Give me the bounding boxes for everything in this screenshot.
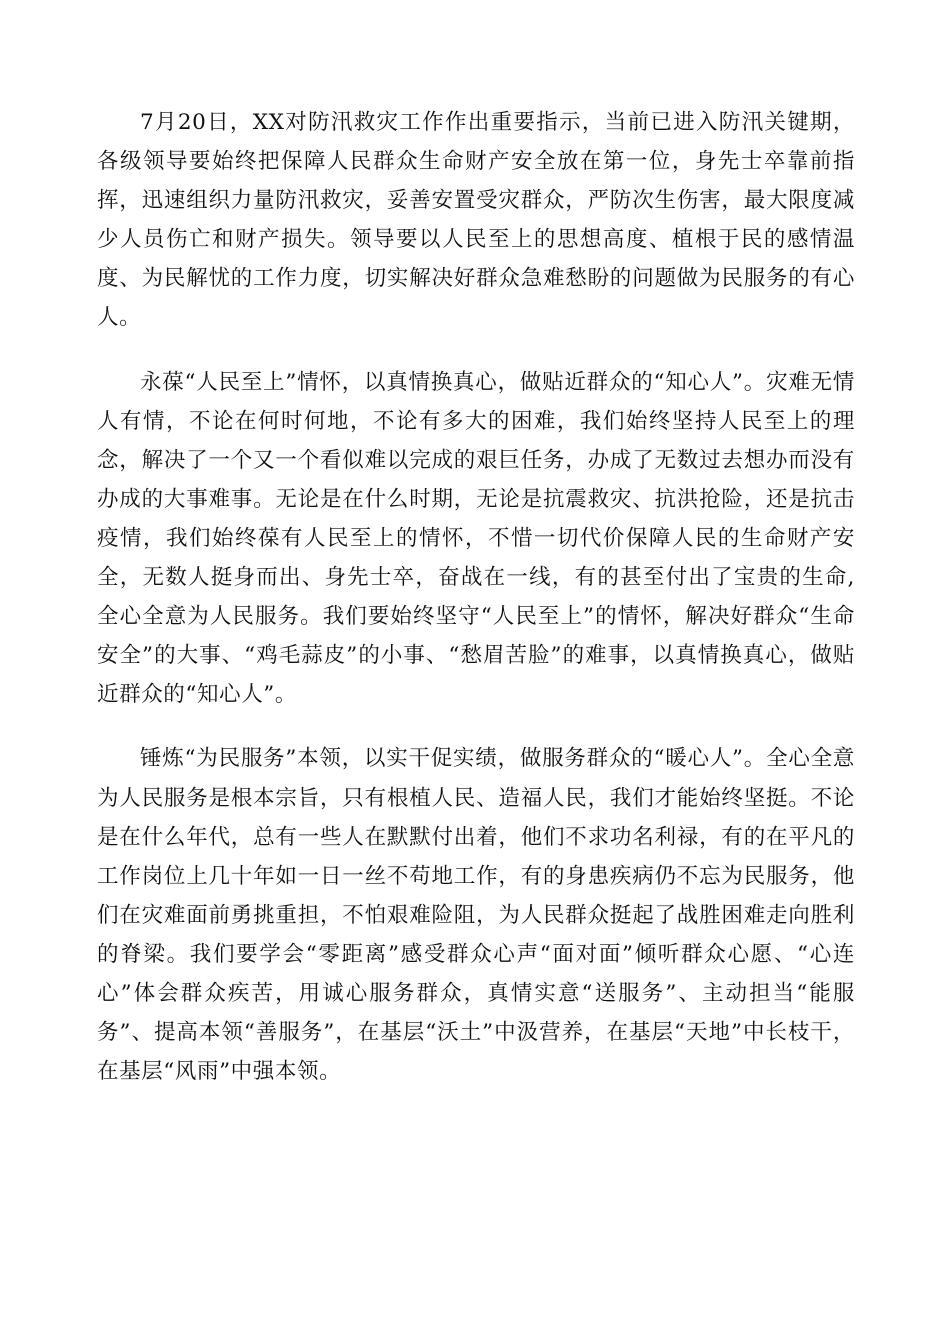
paragraph-2: 永葆“人民至上”情怀，以真情换真心，做贴近群众的“知心人”。灾难无情人有情，不论在何时何地，不论有多大的困难，我们始终坚持人民至上的理念，解决了一个又一个看似难以完成的艰巨任务，办成了无数过去想办而没有办成的大事难事。无论是在什么时期，无论是抗震救灾、抗洪抢险，还是抗击疫情，我们始终葆有人民至上的情怀，不惜一切代价保障人民的生命财产安全，无数人挺身而出、身先士卒，奋战在一线，有的甚至付出了宝贵的生命,全心全意为人民服务。我们要始终坚守“人民至上”的情怀，解决好群众“生命安全”的大事、“鸡毛蒜皮”的小事、“愁眉苦脸”的难事，以真情换真心，做贴近群众的“知心人”。	[97, 369, 855, 708]
document-body	[97, 103, 855, 1116]
paragraph-1: 7月20日，XX对防汛救灾工作作出重要指示，当前已进入防汛关键期，各级领导要始终把保障人民群众生命财产安全放在第一位，身先士卒靠前指挥，迅速组织力量防汛救灾，妥善安置受灾群众，严防次生伤害，最大限度减少人员伤亡和财产损失。领导要以人民至上的思想高度、植根于民的感情温度、为民解忧的工作力度，切实解决好群众急难愁盼的问题做为民服务的有心人。	[97, 110, 855, 331]
paragraph-3: 锤炼“为民服务”本领，以实干促实绩，做服务群众的“暖心人”。全心全意为人民服务是根本宗旨，只有根植人民、造福人民，我们才能始终坚挺。不论是在什么年代，总有一些人在默默付出着，他们不求功名利禄，有的在平凡的工作岗位上几十年如一日一丝不苟地工作，有的身患疾病仍不忘为民服务，他们在灾难面前勇挑重担，不怕艰难险阻，为人民群众挺起了战胜困难走向胜利的脊梁。我们要学会“零距离”感受群众心声“面对面”倾听群众心愿、“心连心”体会群众疾苦，用诚心服务群众，真情实意“送服务”、主动担当“能服务”、提高本领“善服务”，在基层“沃土”中汲营养，在基层“天地”中长枝干，在基层“风雨”中强本领。	[97, 746, 855, 1085]
